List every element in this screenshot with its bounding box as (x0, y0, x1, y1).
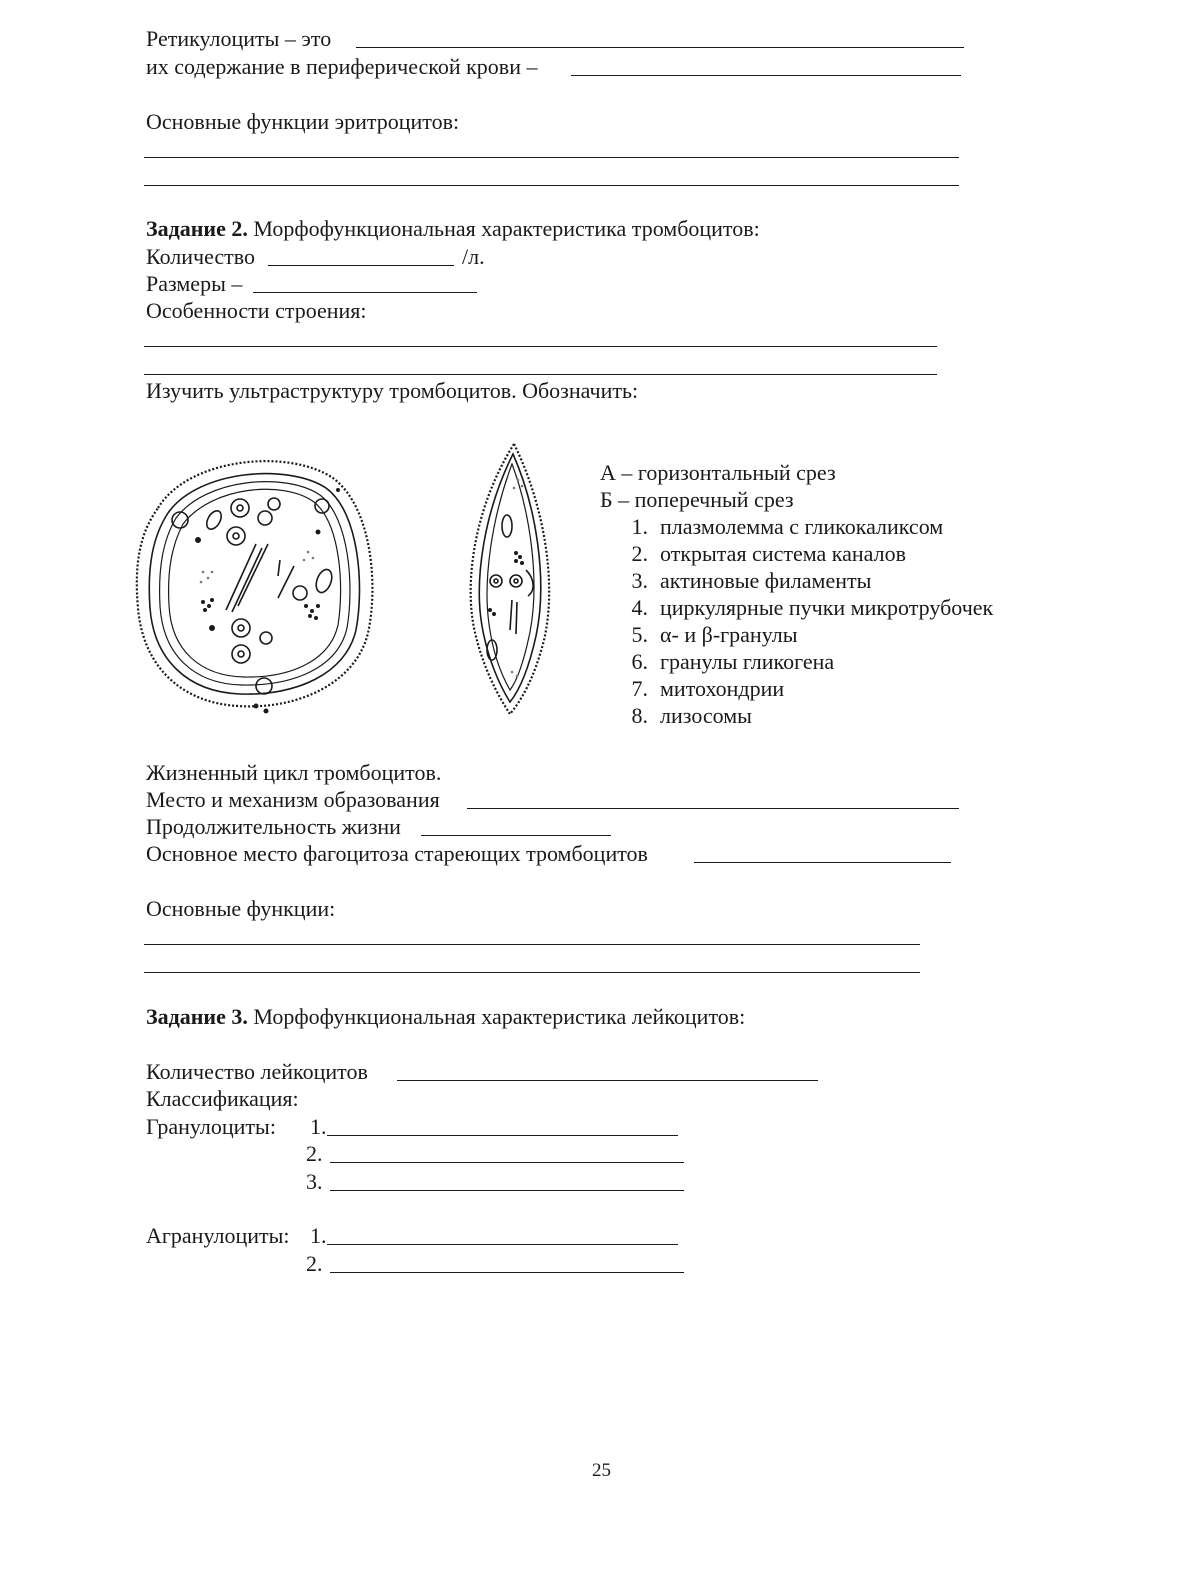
platelet-size-blank[interactable] (253, 292, 477, 293)
granulocyte-number: 1. (310, 1114, 327, 1139)
legend-item-text: плазмолемма с гликокаликсом (660, 514, 944, 539)
reticulocytes-definition-blank[interactable] (356, 47, 964, 48)
legend-item (622, 514, 943, 540)
platelet-quantity-unit: /л. (462, 244, 485, 269)
legend-item-text: циркулярные пучки микротрубочек (660, 595, 994, 620)
formation-blank[interactable] (467, 808, 959, 809)
platelet-functions-blank-1[interactable] (144, 944, 920, 945)
platelet-cross-section-figure (462, 440, 562, 718)
legend-item-number: 7. (631, 676, 648, 701)
legend-item-text: α- и β-гранулы (660, 622, 798, 647)
granulocyte-number: 2. (306, 1141, 323, 1166)
reticulocytes-definition-label: Ретикулоциты – это (146, 26, 332, 51)
platelet-quantity-blank[interactable] (268, 265, 454, 266)
legend-item-number: 8. (631, 703, 648, 728)
legend-item-number: 5. (631, 622, 648, 647)
task3-title-bold: Задание 3. (146, 1004, 248, 1029)
legend-item (622, 541, 906, 567)
granulocyte-blank-3[interactable] (330, 1190, 684, 1191)
granulocyte-blank-1[interactable] (327, 1135, 678, 1136)
legend-item-number: 1. (631, 514, 648, 539)
legend-item (622, 595, 993, 621)
legend-item-text: лизосомы (660, 703, 752, 728)
classification-label: Классификация: (146, 1086, 299, 1111)
platelet-quantity-label: Количество (146, 244, 256, 269)
legend-item-number: 4. (631, 595, 648, 620)
legend-item-text: актиновые филаменты (660, 568, 872, 593)
page-number: 25 (592, 1460, 611, 1481)
legend-item (622, 649, 834, 675)
legend-item-number: 2. (631, 541, 648, 566)
task2-title-rest: Морфофункциональная характеристика тромбоцитов: (247, 216, 760, 241)
lifecycle-label: Жизненный цикл тромбоцитов. (146, 760, 442, 785)
task2-title (146, 216, 760, 242)
platelet-horizontal-section-figure (128, 448, 380, 718)
legend-b: Б – поперечный срез (600, 487, 794, 512)
lifespan-blank[interactable] (421, 835, 611, 836)
legend-item-number: 6. (631, 649, 648, 674)
ultrastructure-instruction: Изучить ультраструктуру тромбоцитов. Обозначить: (146, 378, 639, 403)
legend-item (622, 568, 871, 594)
granulocyte-number: 3. (306, 1169, 323, 1194)
platelet-structure-blank-2[interactable] (144, 374, 937, 375)
leukocyte-count-blank[interactable] (397, 1080, 818, 1081)
legend-item (622, 622, 798, 648)
reticulocytes-content-blank[interactable] (571, 75, 961, 76)
erythrocyte-functions-blank-1[interactable] (144, 157, 959, 158)
legend-item (622, 703, 752, 729)
legend-item-number: 3. (631, 568, 648, 593)
task3-title (146, 1004, 745, 1030)
erythrocyte-functions-blank-2[interactable] (144, 185, 959, 186)
agranulocyte-number: 1. (310, 1223, 327, 1248)
platelet-functions-blank-2[interactable] (144, 972, 920, 973)
agranulocytes-label: Агранулоциты: (146, 1223, 290, 1248)
platelet-size-label: Размеры – (146, 271, 243, 296)
legend-item-text: гранулы гликогена (660, 649, 835, 674)
agranulocyte-blank-1[interactable] (327, 1244, 678, 1245)
phagocytosis-label: Основное место фагоцитоза стареющих тромбоцитов (146, 841, 648, 866)
legend-item (622, 676, 784, 702)
formation-label: Место и механизм образования (146, 787, 440, 812)
lifespan-label: Продолжительность жизни (146, 814, 401, 839)
legend-a: А – горизонтальный срез (600, 460, 836, 485)
reticulocytes-content-label: их содержание в периферической крови – (146, 54, 538, 79)
platelet-structure-blank-1[interactable] (144, 346, 937, 347)
task2-title-bold: Задание 2. (146, 216, 248, 241)
granulocytes-label: Гранулоциты: (146, 1114, 276, 1139)
leukocyte-count-label: Количество лейкоцитов (146, 1059, 368, 1084)
agranulocyte-number: 2. (306, 1251, 323, 1276)
legend-item-text: митохондрии (660, 676, 785, 701)
agranulocyte-blank-2[interactable] (330, 1272, 684, 1273)
erythrocyte-functions-label: Основные функции эритроцитов: (146, 109, 460, 134)
legend-item-text: открытая система каналов (660, 541, 906, 566)
platelet-functions-label: Основные функции: (146, 896, 336, 921)
task3-title-rest: Морфофункциональная характеристика лейкоцитов: (247, 1004, 746, 1029)
granulocyte-blank-2[interactable] (330, 1162, 684, 1163)
platelet-structure-label: Особенности строения: (146, 298, 367, 323)
phagocytosis-blank[interactable] (694, 862, 951, 863)
